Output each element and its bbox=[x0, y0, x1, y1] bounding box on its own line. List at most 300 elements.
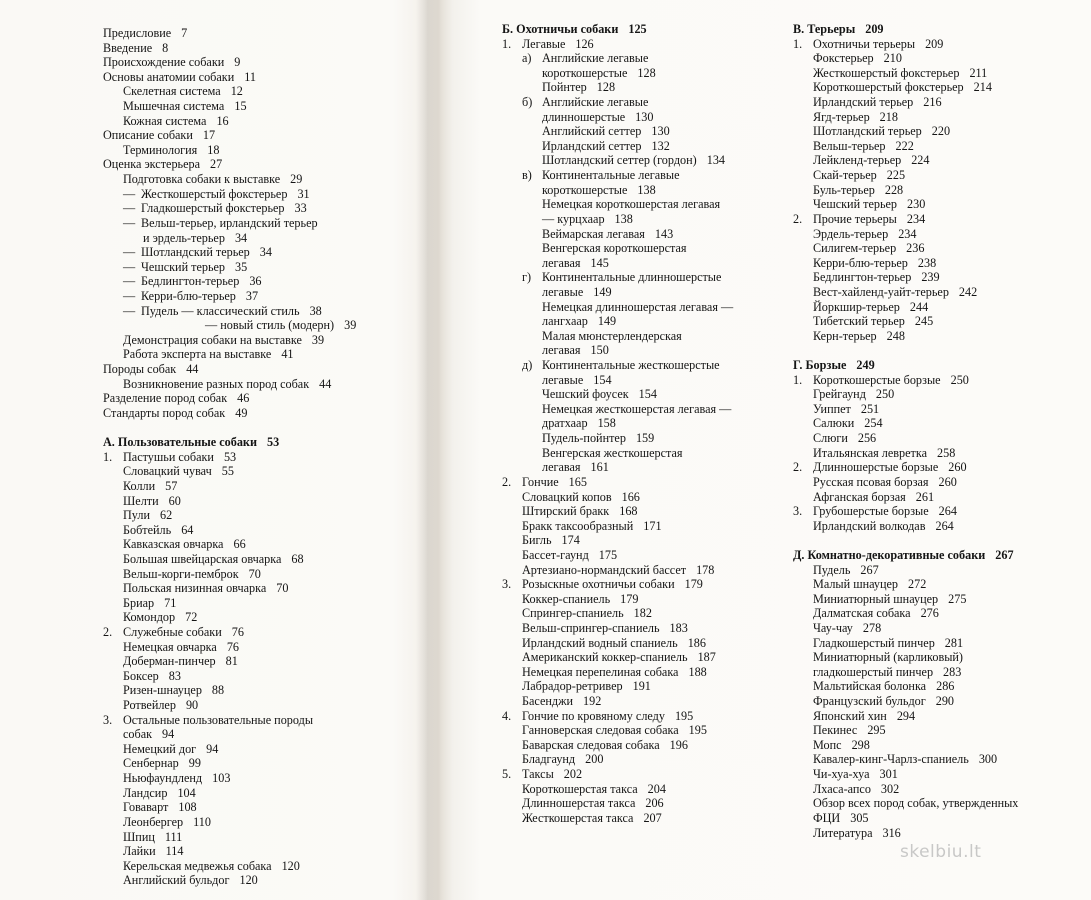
toc-page-number: 70 bbox=[276, 581, 289, 596]
toc-page-number: 207 bbox=[643, 810, 662, 825]
toc-entry bbox=[502, 460, 733, 475]
toc-page-number: 188 bbox=[688, 664, 707, 679]
toc-entry-marker: 1. bbox=[502, 36, 512, 51]
toc-entry bbox=[793, 329, 1018, 344]
toc-entry-title: Служебные собаки bbox=[123, 624, 222, 639]
toc-entry bbox=[103, 333, 356, 348]
toc-page-number: 27 bbox=[210, 157, 223, 172]
toc-entry bbox=[502, 66, 733, 81]
toc-entry bbox=[793, 95, 1018, 110]
toc-entry-marker: 2. bbox=[793, 211, 803, 226]
toc-entry-title: Происхождение собаки bbox=[103, 55, 225, 70]
toc-page-number: 275 bbox=[948, 591, 967, 606]
toc-page-number: 94 bbox=[206, 741, 219, 756]
toc-entry-title: Вельш-спрингер-спаниель bbox=[522, 620, 660, 635]
toc-page-number: 267 bbox=[995, 547, 1014, 562]
toc-entry bbox=[793, 270, 1018, 285]
toc-entry bbox=[103, 464, 356, 479]
toc-entry-title: Немецкий дог bbox=[123, 741, 197, 756]
toc-entry-marker: 2. bbox=[103, 624, 113, 639]
toc-entry bbox=[103, 260, 356, 275]
toc-entry bbox=[502, 490, 733, 505]
toc-page-number: 90 bbox=[185, 698, 199, 713]
toc-entry-title: Пастушьи собаки bbox=[123, 449, 214, 464]
toc-entry bbox=[502, 606, 733, 621]
toc-entry bbox=[502, 621, 733, 636]
toc-entry-title: Веймарская легавая bbox=[542, 226, 645, 241]
toc-page-number: 18 bbox=[207, 142, 220, 157]
toc-entry bbox=[103, 231, 356, 246]
toc-entry-title: Скай-терьер bbox=[813, 168, 877, 183]
toc-page-number: 186 bbox=[687, 635, 706, 650]
toc-entry-title: — курцхаар bbox=[542, 211, 605, 226]
toc-page-number: 286 bbox=[936, 679, 955, 694]
toc-entry bbox=[502, 694, 733, 709]
toc-entry-title: Описание собаки bbox=[103, 128, 193, 143]
toc-entry-title: Керри-блю-терьер bbox=[141, 288, 236, 303]
toc-entry bbox=[103, 304, 356, 319]
toc-page-number: 230 bbox=[907, 197, 926, 212]
toc-entry-title: Уиппет bbox=[813, 401, 851, 416]
toc-page-number: 305 bbox=[850, 810, 869, 825]
toc-page-number: 161 bbox=[590, 460, 609, 475]
toc-entry-marker: 3. bbox=[502, 577, 512, 592]
toc-page-number: 31 bbox=[297, 186, 310, 201]
toc-entry-title: собак bbox=[123, 727, 153, 742]
toc-entry bbox=[103, 771, 356, 786]
toc-page-number: 256 bbox=[857, 431, 877, 446]
toc-entry-title: Сенбернар bbox=[123, 756, 179, 771]
toc-entry-title: Введение bbox=[103, 40, 153, 55]
toc-entry-title: легавая bbox=[542, 460, 581, 475]
toc-entry-marker: 4. bbox=[502, 708, 512, 723]
toc-page-number: 211 bbox=[969, 65, 988, 80]
toc-entry-marker: — bbox=[123, 303, 136, 318]
toc-entry-title: Гладкошерстый фокстерьер bbox=[141, 201, 285, 216]
toc-page-number: 120 bbox=[281, 858, 300, 873]
toc-entry-title: Комондор bbox=[123, 610, 176, 625]
toc-entry-title: Континентальные легавые bbox=[542, 168, 680, 183]
toc-entry bbox=[793, 796, 1018, 811]
toc-page-number: 35 bbox=[235, 259, 248, 274]
toc-entry-title: Ньюфаундленд bbox=[123, 771, 203, 786]
toc-entry-marker: — bbox=[123, 259, 136, 274]
toc-entry bbox=[502, 636, 733, 651]
toc-entry bbox=[502, 37, 733, 52]
toc-page-number: 301 bbox=[879, 767, 898, 782]
toc-entry-title: Предисловие bbox=[103, 26, 172, 40]
toc-entry bbox=[793, 460, 1018, 475]
toc-entry-title: Пекинес bbox=[813, 723, 858, 738]
toc-entry bbox=[502, 256, 733, 271]
toc-entry-title: Керн-терьер bbox=[813, 328, 877, 343]
toc-entry-title: Тибетский терьер bbox=[813, 314, 905, 329]
toc-entry bbox=[103, 859, 356, 874]
toc-section-heading bbox=[502, 22, 733, 37]
toc-entry bbox=[793, 256, 1018, 271]
toc-entry bbox=[793, 51, 1018, 66]
toc-page-number: 76 bbox=[226, 639, 240, 654]
toc-entry bbox=[793, 723, 1018, 738]
toc-page-number: 238 bbox=[917, 255, 937, 270]
toc-section-heading bbox=[793, 548, 1018, 563]
toc-entry-title: А. Пользовательные собаки bbox=[103, 435, 257, 450]
toc-entry-title: Жесткошерстый фокстерьер bbox=[141, 186, 288, 201]
toc-entry bbox=[103, 815, 356, 830]
toc-page-number: 16 bbox=[216, 113, 229, 128]
toc-entry-title: Итальянская левретка bbox=[813, 445, 927, 460]
toc-entry-title: Г. Борзые bbox=[793, 358, 847, 373]
toc-entry bbox=[502, 358, 733, 373]
toc-entry-marker: 3. bbox=[103, 712, 113, 727]
toc-entry-title: Вельш-корги-пемброк bbox=[123, 566, 239, 581]
toc-page-number: 34 bbox=[259, 245, 272, 260]
toc-entry bbox=[793, 227, 1018, 242]
toc-page-number: 260 bbox=[948, 460, 967, 475]
toc-entry bbox=[793, 241, 1018, 256]
toc-entry bbox=[502, 577, 733, 592]
toc-page-number: 179 bbox=[620, 591, 639, 606]
toc-page-number: 72 bbox=[185, 610, 198, 625]
toc-page-number: 11 bbox=[244, 69, 256, 84]
toc-entry-title: Артезиано-нормандский бассет bbox=[522, 562, 687, 577]
toc-page-number: 57 bbox=[165, 478, 178, 493]
toc-entry-marker: а) bbox=[522, 51, 532, 66]
toc-page-number: 94 bbox=[162, 727, 175, 742]
toc-entry-title: Штирский бракк bbox=[522, 504, 610, 519]
toc-entry-title: Ирландский терьер bbox=[813, 95, 914, 110]
toc-entry bbox=[103, 552, 356, 567]
toc-entry-title: Английский бульдог bbox=[123, 873, 230, 888]
toc-page-number: 261 bbox=[915, 489, 935, 504]
toc-entry-title: гладкошерстый пинчер bbox=[813, 664, 934, 679]
toc-entry-title: Мопс bbox=[813, 737, 842, 752]
toc-page-number: 316 bbox=[882, 825, 901, 840]
toc-entry-title: Легавые bbox=[522, 36, 566, 51]
toc-page-number: 249 bbox=[856, 358, 875, 373]
toc-page-number: 196 bbox=[669, 737, 688, 752]
toc-page-number: 278 bbox=[862, 620, 882, 635]
toc-page-number: 88 bbox=[211, 683, 225, 698]
toc-entry bbox=[793, 387, 1018, 402]
toc-page-number: 149 bbox=[593, 284, 612, 299]
toc-entry bbox=[502, 548, 733, 563]
toc-page-number: 187 bbox=[697, 650, 716, 665]
toc-page-number: 159 bbox=[635, 431, 655, 446]
toc-page-number: 37 bbox=[245, 288, 259, 303]
toc-page-number: 234 bbox=[906, 211, 926, 226]
toc-entry bbox=[502, 241, 733, 256]
toc-entry-title: Остальные пользовательные породы bbox=[123, 712, 314, 727]
toc-page-number: 128 bbox=[637, 65, 656, 80]
toc-page-number: 60 bbox=[168, 493, 181, 508]
toc-page-number: 192 bbox=[583, 694, 602, 709]
toc-entry-title: Чешский фоусек bbox=[542, 387, 629, 402]
toc-page-number: 111 bbox=[164, 829, 183, 844]
toc-page-number: 44 bbox=[319, 376, 332, 391]
toc-page-number: 138 bbox=[614, 211, 633, 226]
toc-entry bbox=[502, 416, 733, 431]
toc-entry-title: Пойнтер bbox=[542, 80, 587, 95]
toc-section-heading bbox=[103, 435, 356, 450]
toc-page-number: 260 bbox=[938, 474, 957, 489]
toc-entry-title: Кожная система bbox=[123, 113, 207, 128]
toc-entry bbox=[793, 314, 1018, 329]
toc-entry-title: Польская низинная овчарка bbox=[123, 581, 267, 596]
toc-entry bbox=[103, 172, 356, 187]
toc-entry-marker: б) bbox=[522, 95, 533, 110]
toc-entry bbox=[502, 110, 733, 125]
toc-entry-title: Пудель-пойнтер bbox=[542, 431, 626, 446]
toc-page-number: 70 bbox=[248, 566, 261, 581]
toc-page-number: 254 bbox=[864, 416, 883, 431]
toc-entry-title: Лайки bbox=[123, 844, 156, 859]
toc-entry-title: Силигем-терьер bbox=[813, 241, 897, 256]
toc-page-number: 154 bbox=[638, 387, 657, 402]
toc-entry-title: Прочие терьеры bbox=[813, 211, 897, 226]
toc-page-number: 175 bbox=[598, 547, 618, 562]
toc-entry bbox=[793, 636, 1018, 651]
toc-entry-title: Миниатюрный шнауцер bbox=[813, 591, 939, 606]
toc-page-number: 110 bbox=[193, 814, 211, 829]
toc-page-number: 9 bbox=[234, 55, 241, 70]
toc-page-number: 39 bbox=[344, 318, 357, 333]
toc-entry bbox=[103, 391, 356, 406]
toc-entry-title: Возникновение разных пород собак bbox=[123, 376, 310, 391]
toc-page-number: 195 bbox=[674, 708, 694, 723]
toc-entry-title: Бассет-гаунд bbox=[522, 547, 589, 562]
toc-entry-title: Короткошерстый фокстерьер bbox=[813, 80, 964, 95]
toc-entry bbox=[793, 197, 1018, 212]
toc-entry bbox=[103, 844, 356, 859]
toc-entry bbox=[793, 767, 1018, 782]
toc-entry bbox=[103, 128, 356, 143]
toc-entry-title: Короткошерстые борзые bbox=[813, 372, 941, 387]
toc-entry bbox=[793, 475, 1018, 490]
toc-entry-title: легавая bbox=[542, 255, 581, 270]
toc-entry bbox=[793, 606, 1018, 621]
toc-page-number: 178 bbox=[696, 562, 715, 577]
toc-entry-title: Словацкий копов bbox=[522, 489, 612, 504]
toc-entry bbox=[502, 679, 733, 694]
toc-entry-marker: — bbox=[123, 245, 136, 260]
toc-entry-marker: 1. bbox=[793, 36, 803, 51]
toc-entry bbox=[502, 197, 733, 212]
toc-page-number: 214 bbox=[973, 80, 992, 95]
toc-entry-title: Работа эксперта на выставке bbox=[123, 347, 272, 362]
toc-entry-marker: 1. bbox=[793, 372, 803, 387]
toc-page-number: 149 bbox=[597, 314, 617, 329]
toc-page-number: 222 bbox=[895, 138, 914, 153]
toc-entry-title: Японский хин bbox=[813, 708, 887, 723]
toc-entry bbox=[103, 567, 356, 582]
toc-entry-title: Литература bbox=[813, 825, 873, 840]
toc-entry bbox=[502, 387, 733, 402]
toc-page-number: 145 bbox=[590, 255, 609, 270]
toc-page-number: 143 bbox=[654, 226, 674, 241]
toc-entry-title: Оценка экстерьера bbox=[103, 157, 201, 172]
toc-entry-title: Кавказская овчарка bbox=[123, 537, 224, 552]
toc-entry bbox=[103, 654, 356, 669]
toc-entry bbox=[502, 373, 733, 388]
toc-entry bbox=[793, 709, 1018, 724]
toc-section-heading bbox=[793, 22, 1018, 37]
toc-page-number: 53 bbox=[266, 435, 280, 450]
toc-page-number: 53 bbox=[223, 449, 237, 464]
toc-entry bbox=[793, 416, 1018, 431]
toc-entry bbox=[793, 139, 1018, 154]
toc-entry bbox=[502, 168, 733, 183]
toc-entry-title: Шотландский терьер bbox=[141, 245, 250, 260]
toc-entry bbox=[103, 26, 356, 41]
toc-entry bbox=[103, 596, 356, 611]
toc-page-number: 242 bbox=[958, 284, 978, 299]
toc-entry-title: Керельская медвежья собака bbox=[123, 858, 272, 873]
toc-page-number: 103 bbox=[212, 771, 231, 786]
toc-entry-title: Далматская собака bbox=[813, 606, 911, 621]
toc-page-number: 62 bbox=[159, 508, 173, 523]
toc-entry bbox=[103, 406, 356, 421]
toc-entry-title: Чешский терьер bbox=[141, 259, 226, 274]
toc-page-number: 126 bbox=[575, 36, 594, 51]
toc-entry bbox=[793, 826, 1018, 841]
toc-entry-title: Английские легавые bbox=[542, 95, 649, 110]
toc-entry-title: Фокстерьер bbox=[813, 51, 874, 66]
toc-page-number: 33 bbox=[294, 201, 307, 216]
toc-entry-title: Терминология bbox=[123, 142, 198, 157]
toc-entry-marker: — bbox=[123, 201, 136, 216]
toc-entry-title: Ландсир bbox=[123, 785, 168, 800]
toc-entry bbox=[793, 80, 1018, 95]
toc-page-number: 68 bbox=[291, 551, 304, 566]
toc-entry bbox=[103, 289, 356, 304]
toc-spacer bbox=[103, 420, 356, 435]
toc-entry bbox=[502, 300, 733, 315]
toc-entry-title: Баварская следовая собака bbox=[522, 737, 660, 752]
toc-entry-title: Вест-хайленд-уайт-терьер bbox=[813, 284, 949, 299]
toc-entry-title: Длинношерстые борзые bbox=[813, 460, 939, 475]
toc-entry-title: Малая мюнстерлендерская bbox=[542, 328, 682, 343]
toc-entry bbox=[103, 114, 356, 129]
toc-page-number: 29 bbox=[290, 172, 303, 187]
toc-entry-title: Слюги bbox=[813, 431, 848, 446]
toc-entry bbox=[793, 752, 1018, 767]
toc-entry bbox=[793, 650, 1018, 665]
toc-entry bbox=[103, 479, 356, 494]
toc-entry bbox=[502, 504, 733, 519]
toc-entry bbox=[502, 796, 733, 811]
toc-page-number: 245 bbox=[914, 314, 934, 329]
toc-entry-title: Обзор всех пород собак, утвержденных bbox=[813, 796, 1019, 811]
toc-entry-title: Йоркшир-терьер bbox=[813, 299, 900, 314]
toc-entry bbox=[793, 811, 1018, 826]
toc-entry bbox=[103, 523, 356, 538]
toc-page-number: 83 bbox=[168, 668, 181, 683]
toc-spacer bbox=[793, 343, 1018, 358]
toc-entry bbox=[103, 669, 356, 684]
toc-page-number: 138 bbox=[637, 182, 656, 197]
toc-entry bbox=[103, 201, 356, 216]
toc-entry-title: Грейгаунд bbox=[813, 387, 866, 402]
toc-entry bbox=[502, 285, 733, 300]
toc-page-number: 128 bbox=[596, 80, 616, 95]
toc-entry-title: дратхаар bbox=[542, 416, 588, 431]
toc-page-number: 174 bbox=[561, 533, 580, 548]
toc-entry bbox=[793, 694, 1018, 709]
toc-page-number: 182 bbox=[633, 606, 652, 621]
toc-entry-title: короткошерстые bbox=[542, 65, 628, 80]
toc-entry bbox=[502, 153, 733, 168]
toc-entry-title: В. Терьеры bbox=[793, 22, 856, 36]
toc-entry-title: Подготовка собаки к выставке bbox=[123, 172, 281, 187]
toc-entry-title: Ганноверская следовая собака bbox=[522, 723, 679, 738]
toc-entry bbox=[502, 431, 733, 446]
toc-entry bbox=[793, 183, 1018, 198]
toc-entry-title: Спрингер-спаниель bbox=[522, 606, 624, 621]
watermark-text: skelbiu.lt bbox=[900, 842, 982, 862]
toc-page-number: 206 bbox=[645, 796, 664, 811]
toc-entry bbox=[103, 41, 356, 56]
toc-page-number: 17 bbox=[202, 128, 216, 143]
toc-page-number: 49 bbox=[235, 405, 248, 420]
toc-page-number: 281 bbox=[944, 635, 964, 650]
toc-entry-title: Длинношерстая такса bbox=[522, 796, 636, 811]
toc-page-number: 302 bbox=[880, 781, 900, 796]
toc-page-number: 258 bbox=[937, 445, 956, 460]
toc-page-number: 8 bbox=[162, 40, 169, 55]
toc-entry-title: Основы анатомии собаки bbox=[103, 69, 235, 84]
toc-entry bbox=[103, 786, 356, 801]
toc-entry bbox=[793, 738, 1018, 753]
toc-entry bbox=[103, 70, 356, 85]
toc-entry bbox=[793, 782, 1018, 797]
toc-entry-title: Ризен-шнауцер bbox=[123, 683, 202, 698]
toc-entry-title: Лейкленд-терьер bbox=[813, 153, 902, 168]
toc-entry-title: Миниатюрный (карликовый) bbox=[813, 650, 963, 665]
toc-entry bbox=[502, 752, 733, 767]
toc-entry-title: короткошерстые bbox=[542, 182, 628, 197]
toc-entry bbox=[103, 143, 356, 158]
toc-entry bbox=[502, 314, 733, 329]
toc-entry bbox=[502, 767, 733, 782]
toc-entry-title: Стандарты пород собак bbox=[103, 405, 226, 420]
toc-entry bbox=[103, 55, 356, 70]
toc-entry bbox=[103, 347, 356, 362]
toc-entry-title: Скелетная система bbox=[123, 84, 221, 99]
toc-page-number: 34 bbox=[234, 230, 248, 245]
toc-entry bbox=[793, 285, 1018, 300]
toc-entry-title: Коккер-спаниель bbox=[522, 591, 611, 606]
toc-entry-title: Мышечная система bbox=[123, 99, 225, 114]
toc-entry-title: Ягд-терьер bbox=[813, 109, 870, 124]
toc-page-number: 41 bbox=[281, 347, 294, 362]
toc-entry bbox=[103, 494, 356, 509]
toc-entry-title: Немецкая перепелиная собака bbox=[522, 664, 679, 679]
toc-page-number: 209 bbox=[925, 36, 944, 51]
toc-entry bbox=[103, 377, 356, 392]
toc-entry-marker: г) bbox=[522, 270, 532, 285]
toc-entry-title: Шотландский сеттер (гордон) bbox=[542, 153, 697, 168]
toc-entry bbox=[502, 723, 733, 738]
toc-entry-title: Ротвейлер bbox=[123, 698, 176, 713]
toc-page-number: 195 bbox=[688, 723, 707, 738]
toc-entry-title: Жесткошерстая такса bbox=[522, 810, 634, 825]
toc-entry-title: Пудель — классический стиль bbox=[141, 303, 300, 318]
toc-page-number: 125 bbox=[628, 22, 647, 36]
toc-page-number: 239 bbox=[921, 270, 940, 285]
toc-entry-title: Континентальные жесткошерстые bbox=[542, 358, 720, 373]
toc-entry bbox=[103, 756, 356, 771]
